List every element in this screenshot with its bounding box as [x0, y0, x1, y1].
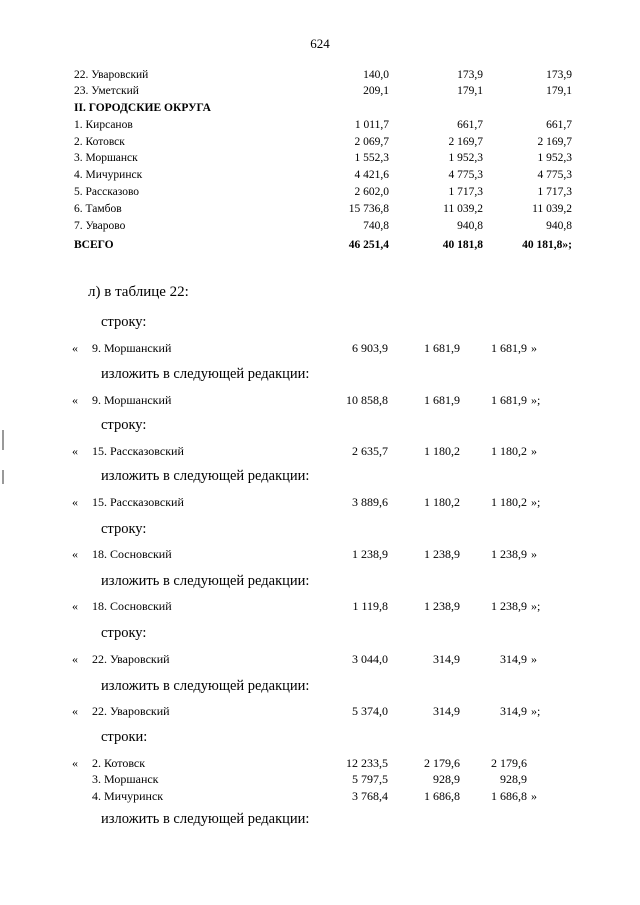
amendment-row: [0, 546, 640, 562]
instruction-text: изложить в следующей редакции:: [101, 573, 310, 589]
row-value-c1: 3 044,0: [352, 652, 388, 666]
open-quote: «: [72, 652, 78, 666]
row-value-c3: 173,9: [546, 69, 572, 81]
row-value-c1: 140,0: [363, 69, 389, 81]
row-value-c3: 1 717,3: [537, 186, 572, 198]
open-quote: «: [72, 704, 78, 718]
instruction-text: строку:: [101, 625, 147, 641]
row-value-c1: 15 736,8: [348, 203, 389, 215]
row-name: 5. Рассказово: [74, 186, 140, 198]
row-value-c2: 940,8: [457, 220, 483, 232]
row-name: 1. Кирсанов: [74, 119, 133, 131]
scan-margin-mark: [2, 430, 4, 450]
row-name: 2. Котовск: [92, 756, 146, 770]
close-quote: »;: [531, 599, 541, 613]
row-name: 23. Уметский: [74, 85, 139, 97]
scan-margin-mark: [2, 470, 4, 484]
open-quote: «: [72, 756, 78, 770]
table-heading-row: [0, 100, 640, 116]
row-name: 22. Уваровский: [74, 69, 149, 81]
row-value-c2: 928,9: [433, 772, 460, 786]
row-value-c1: 1 119,8: [352, 599, 388, 613]
table-row: [0, 83, 640, 99]
row-value-c1: 12 233,5: [346, 756, 388, 770]
row-value-c3: 1 952,3: [537, 152, 572, 164]
row-value-c2: 1 681,9: [424, 341, 460, 355]
row-value-c2: 2 169,7: [448, 136, 483, 148]
row-name: 4. Мичуринск: [92, 789, 164, 803]
close-quote: »: [531, 652, 537, 666]
amendment-row: [0, 788, 640, 804]
instruction-text: строки:: [101, 729, 148, 745]
row-value-c2: 1 180,2: [424, 495, 460, 509]
close-quote: »;: [531, 704, 541, 718]
row-value-c1: 3 768,4: [352, 789, 388, 803]
page-number: 624: [310, 36, 330, 51]
row-name: 7. Уварово: [74, 220, 126, 232]
row-value-c2: 2 179,6: [424, 756, 460, 770]
row-name: 18. Сосновский: [92, 547, 172, 561]
row-name: 15. Рассказовский: [92, 444, 184, 458]
instruction-text: изложить в следующей редакции:: [101, 678, 310, 694]
open-quote: «: [72, 444, 78, 458]
row-value-c2: 1 686,8: [424, 789, 460, 803]
row-name: 9. Моршанский: [92, 393, 172, 407]
row-value-c3: 2 169,7: [537, 136, 572, 148]
close-quote: »;: [531, 393, 541, 407]
row-value-c2: 179,1: [457, 85, 483, 97]
row-value-c3: 1 238,9: [491, 599, 527, 613]
table-row: [0, 67, 640, 83]
table-row: [0, 150, 640, 166]
instruction-text: строку:: [101, 521, 147, 537]
close-quote: »: [531, 547, 537, 561]
row-name: 22. Уваровский: [92, 652, 170, 666]
row-value-c2: 173,9: [457, 69, 483, 81]
amendment-row: [0, 755, 640, 771]
row-value-c2: 4 775,3: [448, 169, 483, 181]
row-name: II. ГОРОДСКИЕ ОКРУГА: [74, 102, 211, 114]
row-value-c1: 1 011,7: [354, 119, 389, 131]
row-value-c1: 2 602,0: [354, 186, 389, 198]
row-name: 3. Моршанск: [74, 152, 138, 164]
row-value-c1: 4 421,6: [354, 169, 389, 181]
amendment-row: [0, 494, 640, 510]
row-name: 3. Моршанск: [92, 772, 159, 786]
amendment-row: [0, 598, 640, 614]
amendment-row: [0, 443, 640, 459]
row-value-c3: 11 039,2: [532, 203, 572, 215]
row-value-c1: 5 797,5: [352, 772, 388, 786]
table-row: [0, 218, 640, 234]
row-value-c2: 314,9: [433, 652, 460, 666]
row-value-c2: 1 180,2: [424, 444, 460, 458]
row-name: 2. Котовск: [74, 136, 125, 148]
row-name: 15. Рассказовский: [92, 495, 184, 509]
row-value-c3: 1 681,9: [491, 341, 527, 355]
open-quote: «: [72, 547, 78, 561]
row-name: 22. Уваровский: [92, 704, 170, 718]
amendment-row: [0, 340, 640, 356]
row-value-c2: 1 681,9: [424, 393, 460, 407]
row-value-c3: 1 686,8: [491, 789, 527, 803]
row-value-c1: 1 238,9: [352, 547, 388, 561]
close-quote: »: [531, 444, 537, 458]
table-heading-row: [0, 237, 640, 253]
row-value-c1: 6 903,9: [352, 341, 388, 355]
instruction-text: изложить в следующей редакции:: [101, 468, 310, 484]
open-quote: «: [72, 341, 78, 355]
row-value-c3: 1 238,9: [491, 547, 527, 561]
row-name: 9. Моршанский: [92, 341, 172, 355]
row-value-c1: 209,1: [363, 85, 389, 97]
row-name: 6. Тамбов: [74, 203, 122, 215]
row-value-c2: 1 717,3: [448, 186, 483, 198]
instruction-text: изложить в следующей редакции:: [101, 366, 310, 382]
row-value-c2: 1 238,9: [424, 547, 460, 561]
row-value-c3: 2 179,6: [491, 756, 527, 770]
row-value-c2: 661,7: [457, 119, 483, 131]
amendment-row: [0, 651, 640, 667]
row-value-c2: 1 952,3: [448, 152, 483, 164]
row-value-c3: 940,8: [546, 220, 572, 232]
open-quote: «: [72, 599, 78, 613]
close-quote: »: [531, 341, 537, 355]
open-quote: «: [72, 495, 78, 509]
close-quote: »;: [531, 495, 541, 509]
row-value-c3: 179,1: [546, 85, 572, 97]
row-value-c3: 314,9: [500, 652, 527, 666]
row-value-c2: 314,9: [433, 704, 460, 718]
row-value-c3: 661,7: [546, 119, 572, 131]
table-row: [0, 117, 640, 133]
row-value-c1: 740,8: [363, 220, 389, 232]
table-row: [0, 201, 640, 217]
row-value-c1: 2 635,7: [352, 444, 388, 458]
amendment-row: [0, 771, 640, 787]
row-value-c3: 40 181,8»;: [522, 239, 572, 251]
instruction-text: изложить в следующей редакции:: [101, 811, 310, 827]
row-value-c1: 10 858,8: [346, 393, 388, 407]
row-value-c2: 1 238,9: [424, 599, 460, 613]
table-row: [0, 167, 640, 183]
table-row: [0, 134, 640, 150]
row-value-c3: 1 180,2: [491, 495, 527, 509]
instruction-text: строку:: [101, 417, 147, 433]
section-intro: л) в таблице 22:: [88, 284, 189, 300]
row-value-c1: 1 552,3: [354, 152, 389, 164]
row-value-c3: 314,9: [500, 704, 527, 718]
row-value-c3: 928,9: [500, 772, 527, 786]
open-quote: «: [72, 393, 78, 407]
amendment-row: [0, 392, 640, 408]
close-quote: »: [531, 789, 537, 803]
row-value-c3: 1 681,9: [491, 393, 527, 407]
row-value-c2: 40 181,8: [442, 239, 483, 251]
row-value-c1: 2 069,7: [354, 136, 389, 148]
row-value-c2: 11 039,2: [443, 203, 483, 215]
instruction-text: строку:: [101, 314, 147, 330]
row-name: 4. Мичуринск: [74, 169, 143, 181]
row-name: 18. Сосновский: [92, 599, 172, 613]
row-value-c1: 5 374,0: [352, 704, 388, 718]
amendment-row: [0, 703, 640, 719]
row-value-c3: 1 180,2: [491, 444, 527, 458]
table-row: [0, 184, 640, 200]
row-name: ВСЕГО: [74, 239, 114, 251]
row-value-c1: 46 251,4: [348, 239, 389, 251]
row-value-c1: 3 889,6: [352, 495, 388, 509]
row-value-c3: 4 775,3: [537, 169, 572, 181]
